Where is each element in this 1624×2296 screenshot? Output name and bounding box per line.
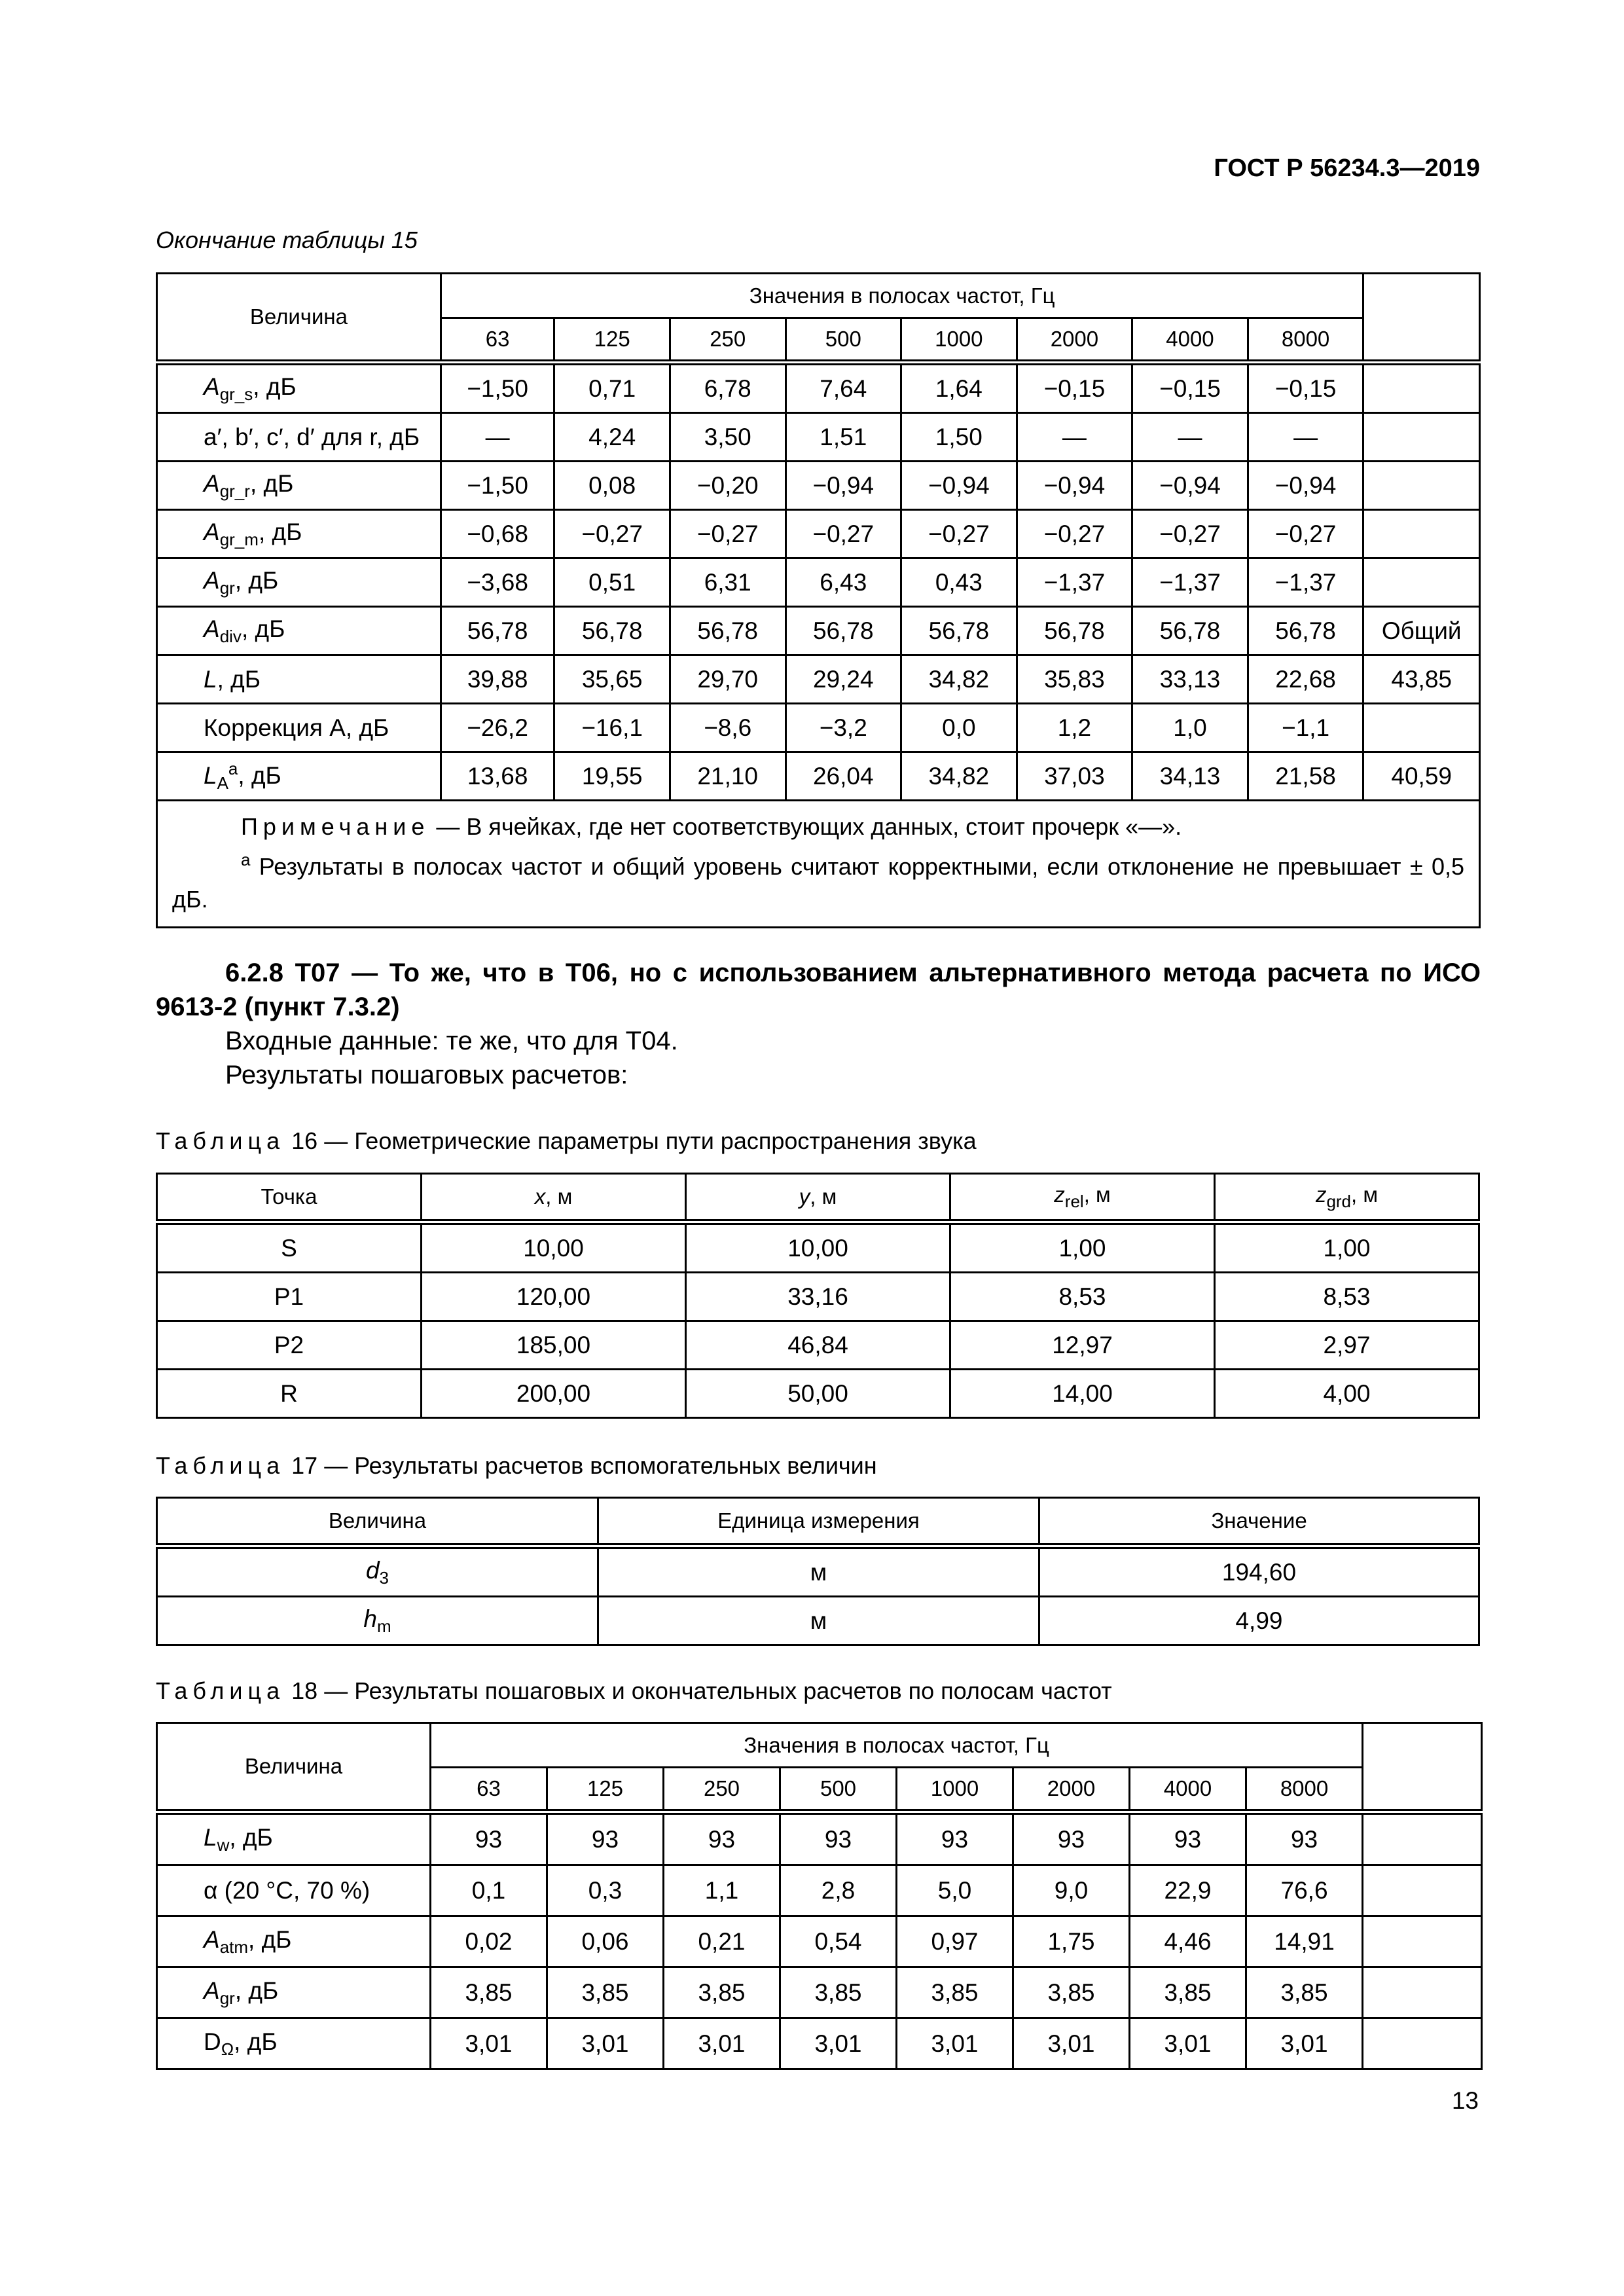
table15-value-cell: — (1248, 413, 1363, 462)
table15-extra-cell (1363, 558, 1480, 607)
table15-value-cell: −0,27 (1132, 510, 1248, 558)
table15-value-cell: 56,78 (1017, 607, 1132, 655)
table15-extra-cell (1363, 413, 1480, 462)
quantity-subscript: w (217, 1834, 230, 1855)
page-number: 13 (1451, 2087, 1479, 2114)
table17-header-quantity: Величина (157, 1498, 598, 1546)
table15-value-cell: 0,0 (901, 704, 1017, 752)
quantity-subscript: m (376, 1616, 391, 1636)
table15-value-cell: 29,24 (785, 655, 901, 704)
table15-quantity-cell (157, 510, 441, 558)
table15-note-row (157, 801, 1480, 928)
quantity-symbol: h (363, 1605, 377, 1632)
table15-value-cell: 13,68 (441, 752, 554, 801)
table16-cell: 1,00 (1215, 1222, 1479, 1273)
table15-row (157, 510, 1480, 558)
quantity-symbol: L (204, 1823, 217, 1851)
table15-quantity-cell (157, 462, 441, 510)
table15-freq-header: 125 (554, 318, 670, 363)
table15-bands-header: Значения в полосах частот, Гц (441, 274, 1363, 318)
table15-value-cell: −0,94 (785, 462, 901, 510)
table15-value-cell: 21,58 (1248, 752, 1363, 801)
table15-value-cell: 1,2 (1017, 704, 1132, 752)
table16-row (157, 1370, 1479, 1418)
table16-cell: 120,00 (422, 1273, 686, 1321)
table15-freq-header: 8000 (1248, 318, 1363, 363)
quantity-symbol: A (204, 469, 220, 497)
table18-quantity-cell (157, 1812, 431, 1865)
table16-cell: 10,00 (422, 1222, 686, 1273)
section-results-intro: Результаты пошаговых расчетов: (225, 1061, 628, 1089)
table18-quantity-cell (157, 1967, 431, 2018)
table18-value-cell: 14,91 (1246, 1916, 1363, 1967)
table15-value-cell: 33,13 (1132, 655, 1248, 704)
table17-value-cell: 4,99 (1039, 1597, 1479, 1645)
table15-extra-cell: Общий (1363, 607, 1480, 655)
quantity-subscript: 3 (379, 1567, 389, 1588)
table18-caption: Таблица 18 — Результаты пошаговых и окончательных расчетов по полосам частот (156, 1677, 1112, 1704)
quantity-symbol: L (204, 665, 217, 693)
table15-value-cell: −0,20 (670, 462, 785, 510)
table18-value-cell: 3,85 (897, 1967, 1013, 2018)
table16-header-x: x, м (422, 1174, 686, 1222)
table15-value-cell: 0,51 (554, 558, 670, 607)
table16-header-zrel: $z_{rel}$, м (950, 1174, 1215, 1222)
table18-value-cell: 3,01 (431, 2018, 547, 2069)
table15-value-cell: −0,27 (554, 510, 670, 558)
table15-value-cell: 34,82 (901, 655, 1017, 704)
table18-freq-header: 500 (780, 1768, 897, 1812)
table15-value-cell: 22,68 (1248, 655, 1363, 704)
quantity-subscript: div (219, 626, 242, 646)
quantity-symbol: A (204, 1977, 220, 2004)
table15-value-cell: 6,43 (785, 558, 901, 607)
table16-cell: 1,00 (950, 1222, 1215, 1273)
table18-extra-cell (1363, 2018, 1482, 2069)
table15-extra-header (1363, 274, 1480, 363)
table15-value-cell: 4,24 (554, 413, 670, 462)
table15-value-cell: 56,78 (554, 607, 670, 655)
table18-value-cell: 1,1 (664, 1865, 780, 1916)
table15-value-cell: 34,13 (1132, 752, 1248, 801)
table15-value-cell: −0,94 (1017, 462, 1132, 510)
table16-cell: 46,84 (686, 1321, 950, 1370)
table18-freq-header: 2000 (1013, 1768, 1130, 1812)
table15-quantity-cell (157, 655, 441, 704)
table15-value-cell: 0,08 (554, 462, 670, 510)
table16-header-point: Точка (157, 1174, 422, 1222)
table15-value-cell: 1,50 (901, 413, 1017, 462)
table18-extra-cell (1363, 1967, 1482, 2018)
table18-bands-header: Значения в полосах частот, Гц (431, 1723, 1363, 1768)
table18-value-cell: 0,21 (664, 1916, 780, 1967)
table16-caption: Таблица 16 — Геометрические параметры пути распространения звука (156, 1127, 977, 1154)
table15-value-cell: 35,83 (1017, 655, 1132, 704)
quantity-symbol: A (204, 566, 220, 594)
table17-unit-cell: м (598, 1546, 1039, 1597)
table15-row (157, 752, 1480, 801)
table15-value-cell: 6,31 (670, 558, 785, 607)
table15-row (157, 655, 1480, 704)
table18-extra-cell (1363, 1812, 1482, 1865)
table15-value-cell: 1,0 (1132, 704, 1248, 752)
table16-cell: S (157, 1222, 422, 1273)
quantity-subscript: A (217, 773, 228, 793)
table15-extra-cell: 40,59 (1363, 752, 1480, 801)
table15-value-cell: 1,64 (901, 363, 1017, 413)
table15-value-cell: −0,94 (1132, 462, 1248, 510)
table15-value-cell: 39,88 (441, 655, 554, 704)
table18-value-cell: 1,75 (1013, 1916, 1130, 1967)
table17-header-value: Значение (1039, 1498, 1479, 1546)
table15-value-cell: −0,15 (1132, 363, 1248, 413)
table16-cell: 50,00 (686, 1370, 950, 1418)
quantity-unit: , дБ (234, 2028, 278, 2055)
section-input-data: Входные данные: те же, что для Т04. (225, 1027, 678, 1055)
table15-value-cell: 37,03 (1017, 752, 1132, 801)
quantity-subscript: gr (219, 577, 235, 598)
table15-value-cell: −3,2 (785, 704, 901, 752)
table18-quantity-cell (157, 1865, 431, 1916)
table15-value-cell: −3,68 (441, 558, 554, 607)
table15-value-cell: 7,64 (785, 363, 901, 413)
table15-value-cell: −8,6 (670, 704, 785, 752)
quantity-unit: , дБ (217, 665, 261, 693)
table17-value-cell: 194,60 (1039, 1546, 1479, 1597)
quantity-unit: , дБ (249, 469, 294, 497)
table18-freq-header: 1000 (897, 1768, 1013, 1812)
table18-value-cell: 76,6 (1246, 1865, 1363, 1916)
table18-value-cell: 93 (1130, 1812, 1246, 1865)
table15-freq-header: 2000 (1017, 318, 1132, 363)
note-text: — В ячейках, где нет соответствующих данных, стоит прочерк «—». (429, 813, 1182, 840)
table15-value-cell: — (1017, 413, 1132, 462)
table16-cell: P1 (157, 1273, 422, 1321)
table15-value-cell: 1,51 (785, 413, 901, 462)
table15-quantity-cell (157, 704, 441, 752)
table18-value-cell: 3,01 (1246, 2018, 1363, 2069)
table15-value-cell: −0,27 (1248, 510, 1363, 558)
table16-cell: R (157, 1370, 422, 1418)
table15-value-cell: −0,15 (1017, 363, 1132, 413)
table15-row (157, 558, 1480, 607)
table16-cell: 200,00 (422, 1370, 686, 1418)
table-17 (156, 1497, 1480, 1646)
table18-quantity-cell (157, 2018, 431, 2069)
table15-value-cell: 56,78 (441, 607, 554, 655)
table16-cell: 4,00 (1215, 1370, 1479, 1418)
table16-row (157, 1273, 1479, 1321)
table15-quantity-cell (157, 413, 441, 462)
table15-value-cell: −1,50 (441, 363, 554, 413)
table15-value-cell: −0,94 (901, 462, 1017, 510)
quantity-unit: , дБ (234, 1977, 279, 2004)
table18-row (157, 1916, 1482, 1967)
table18-freq-header: 63 (431, 1768, 547, 1812)
table15-quantity-header: Величина (157, 274, 441, 363)
document-standard-header: ГОСТ Р 56234.3—2019 (1214, 155, 1480, 182)
table18-value-cell: 0,3 (547, 1865, 664, 1916)
table15-value-cell: −26,2 (441, 704, 554, 752)
footnote-mark: a (241, 850, 251, 869)
table18-row (157, 2018, 1482, 2069)
quantity-symbol: A (204, 518, 220, 545)
table15-extra-cell (1363, 363, 1480, 413)
quantity-symbol: L (204, 762, 217, 789)
table15-value-cell: −1,37 (1248, 558, 1363, 607)
table15-value-cell: 56,78 (1248, 607, 1363, 655)
table15-note (157, 801, 1480, 928)
section-heading: 6.2.8 Т07 — То же, что в Т06, но с использованием альтернативного метода расчета по ИСО 9613-2 (пункт 7.3.2) (156, 958, 1481, 1021)
table18-value-cell: 2,8 (780, 1865, 897, 1916)
table15-row (157, 363, 1480, 413)
table15-freq-header: 500 (785, 318, 901, 363)
table18-row (157, 1865, 1482, 1916)
table18-value-cell: 3,01 (897, 2018, 1013, 2069)
quantity-symbol: A (204, 615, 220, 642)
table18-value-cell: 5,0 (897, 1865, 1013, 1916)
table15-quantity-cell (157, 607, 441, 655)
table15-value-cell: −1,1 (1248, 704, 1363, 752)
table17-row (157, 1597, 1479, 1645)
table18-value-cell: 3,85 (664, 1967, 780, 2018)
table16-cell: 14,00 (950, 1370, 1215, 1418)
table18-freq-header: 8000 (1246, 1768, 1363, 1812)
table15-value-cell: 56,78 (901, 607, 1017, 655)
table15-value-cell: 6,78 (670, 363, 785, 413)
table18-value-cell: 93 (547, 1812, 664, 1865)
table18-freq-header: 4000 (1130, 1768, 1246, 1812)
table16-cell: 10,00 (686, 1222, 950, 1273)
table17-unit-cell: м (598, 1597, 1039, 1645)
table-16 (156, 1173, 1480, 1419)
table18-value-cell: 3,85 (1130, 1967, 1246, 2018)
table15-value-cell: 35,65 (554, 655, 670, 704)
table15-quantity-cell (157, 363, 441, 413)
quantity-symbol: d (365, 1556, 380, 1584)
table18-value-cell: 3,01 (780, 2018, 897, 2069)
table16-row (157, 1222, 1479, 1273)
table18-extra-cell (1363, 1916, 1482, 1967)
table18-value-cell: 0,06 (547, 1916, 664, 1967)
table18-freq-header: 250 (664, 1768, 780, 1812)
quantity-label: a′, b′, c′, d′ для r, дБ (204, 423, 420, 450)
table15-value-cell: 29,70 (670, 655, 785, 704)
table18-value-cell: 3,01 (1013, 2018, 1130, 2069)
table15-extra-cell (1363, 510, 1480, 558)
table15-extra-cell: 43,85 (1363, 655, 1480, 704)
table18-value-cell: 3,85 (1013, 1967, 1130, 2018)
quantity-superscript: a (228, 759, 238, 778)
quantity-subscript: atm (219, 1937, 249, 1957)
table15-value-cell: 19,55 (554, 752, 670, 801)
table15-value-cell: −0,27 (785, 510, 901, 558)
table-18 (156, 1722, 1483, 2070)
table16-cell: 8,53 (950, 1273, 1215, 1321)
table15-quantity-cell (157, 558, 441, 607)
table15-value-cell: −0,94 (1248, 462, 1363, 510)
table18-quantity-header: Величина (157, 1723, 431, 1812)
table15-freq-header: 4000 (1132, 318, 1248, 363)
quantity-symbol: D (204, 2028, 221, 2055)
quantity-subscript: Ω (221, 2039, 234, 2059)
table15-freq-header: 250 (670, 318, 785, 363)
table17-quantity-cell (157, 1597, 598, 1645)
table17-caption: Таблица 17 — Результаты расчетов вспомогательных величин (156, 1452, 877, 1479)
table-15 (156, 272, 1481, 928)
table15-value-cell: −1,37 (1132, 558, 1248, 607)
table18-value-cell: 3,85 (780, 1967, 897, 2018)
quantity-symbol: A (204, 1925, 220, 1953)
table18-value-cell: 0,54 (780, 1916, 897, 1967)
quantity-unit: , дБ (253, 373, 297, 400)
table15-value-cell: 34,82 (901, 752, 1017, 801)
table17-row (157, 1546, 1479, 1597)
table18-extra-cell (1363, 1865, 1482, 1916)
table18-value-cell: 93 (664, 1812, 780, 1865)
table18-row (157, 1812, 1482, 1865)
table18-value-cell: 22,9 (1130, 1865, 1246, 1916)
table18-value-cell: 3,01 (1130, 2018, 1246, 2069)
quantity-label: Коррекция А, дБ (204, 714, 389, 741)
table15-row (157, 607, 1480, 655)
table16-cell: 185,00 (422, 1321, 686, 1370)
table15-value-cell: — (441, 413, 554, 462)
table17-quantity-cell (157, 1546, 598, 1597)
table15-value-cell: 3,50 (670, 413, 785, 462)
table18-value-cell: 4,46 (1130, 1916, 1246, 1967)
table18-value-cell: 3,01 (664, 2018, 780, 2069)
table15-value-cell: 26,04 (785, 752, 901, 801)
quantity-unit: , дБ (229, 1823, 273, 1851)
table18-value-cell: 3,01 (547, 2018, 664, 2069)
table15-value-cell: −1,37 (1017, 558, 1132, 607)
table15-value-cell: −0,27 (901, 510, 1017, 558)
table15-quantity-cell (157, 752, 441, 801)
table15-value-cell: 56,78 (670, 607, 785, 655)
table15-freq-header: 1000 (901, 318, 1017, 363)
table18-row (157, 1967, 1482, 2018)
table18-value-cell: 3,85 (1246, 1967, 1363, 2018)
table15-row (157, 462, 1480, 510)
table16-cell: 12,97 (950, 1321, 1215, 1370)
note-word: Примечание (241, 813, 430, 840)
quantity-symbol: A (204, 373, 220, 400)
quantity-subscript: gr_m (219, 529, 259, 549)
table16-cell: 33,16 (686, 1273, 950, 1321)
table15-value-cell: 0,71 (554, 363, 670, 413)
table18-value-cell: 93 (897, 1812, 1013, 1865)
table18-extra-header (1363, 1723, 1482, 1812)
quantity-unit: , дБ (248, 1925, 292, 1953)
quantity-label: α (20 °С, 70 %) (204, 1876, 370, 1904)
quantity-unit: , дБ (258, 518, 302, 545)
table15-continuation-caption: Окончание таблицы 15 (156, 227, 418, 253)
table18-value-cell: 93 (431, 1812, 547, 1865)
table15-value-cell: −0,15 (1248, 363, 1363, 413)
table18-freq-header: 125 (547, 1768, 664, 1812)
quantity-unit: , дБ (241, 615, 285, 642)
table18-value-cell: 0,97 (897, 1916, 1013, 1967)
table18-value-cell: 3,85 (431, 1967, 547, 2018)
table18-value-cell: 93 (1246, 1812, 1363, 1865)
table15-value-cell: −0,68 (441, 510, 554, 558)
table18-value-cell: 93 (780, 1812, 897, 1865)
table15-value-cell: −1,50 (441, 462, 554, 510)
quantity-unit: , дБ (234, 566, 279, 594)
quantity-subscript: gr_s (219, 384, 253, 404)
table17-header-unit: Единица измерения (598, 1498, 1039, 1546)
quantity-subscript: gr_r (219, 481, 250, 501)
table16-header-zgrd: $z_{grd}$, м (1215, 1174, 1479, 1222)
table15-value-cell: 56,78 (1132, 607, 1248, 655)
table18-value-cell: 3,85 (547, 1967, 664, 2018)
table15-extra-cell (1363, 462, 1480, 510)
table15-value-cell: −16,1 (554, 704, 670, 752)
table15-extra-cell (1363, 704, 1480, 752)
quantity-subscript: gr (219, 1988, 235, 2008)
table16-cell: 8,53 (1215, 1273, 1479, 1321)
quantity-unit: , дБ (238, 762, 281, 789)
table15-row (157, 704, 1480, 752)
table16-header-y: y, м (686, 1174, 950, 1222)
table15-value-cell: −0,27 (670, 510, 785, 558)
table18-value-cell: 9,0 (1013, 1865, 1130, 1916)
table18-value-cell: 0,02 (431, 1916, 547, 1967)
footnote-text: Результаты в полосах частот и общий уровень считают корректными, если отклонение не превышает ± 0,5 дБ. (172, 853, 1464, 913)
table16-row (157, 1321, 1479, 1370)
table15-value-cell: −0,27 (1017, 510, 1132, 558)
table18-value-cell: 0,1 (431, 1865, 547, 1916)
table15-freq-header: 63 (441, 318, 554, 363)
table15-value-cell: 0,43 (901, 558, 1017, 607)
section-6-2-8 (156, 956, 1481, 1092)
table15-value-cell: 21,10 (670, 752, 785, 801)
table18-value-cell: 93 (1013, 1812, 1130, 1865)
table15-value-cell: 56,78 (785, 607, 901, 655)
table16-cell: 2,97 (1215, 1321, 1479, 1370)
table15-row (157, 413, 1480, 462)
table18-quantity-cell (157, 1916, 431, 1967)
table16-cell: P2 (157, 1321, 422, 1370)
table15-value-cell: — (1132, 413, 1248, 462)
